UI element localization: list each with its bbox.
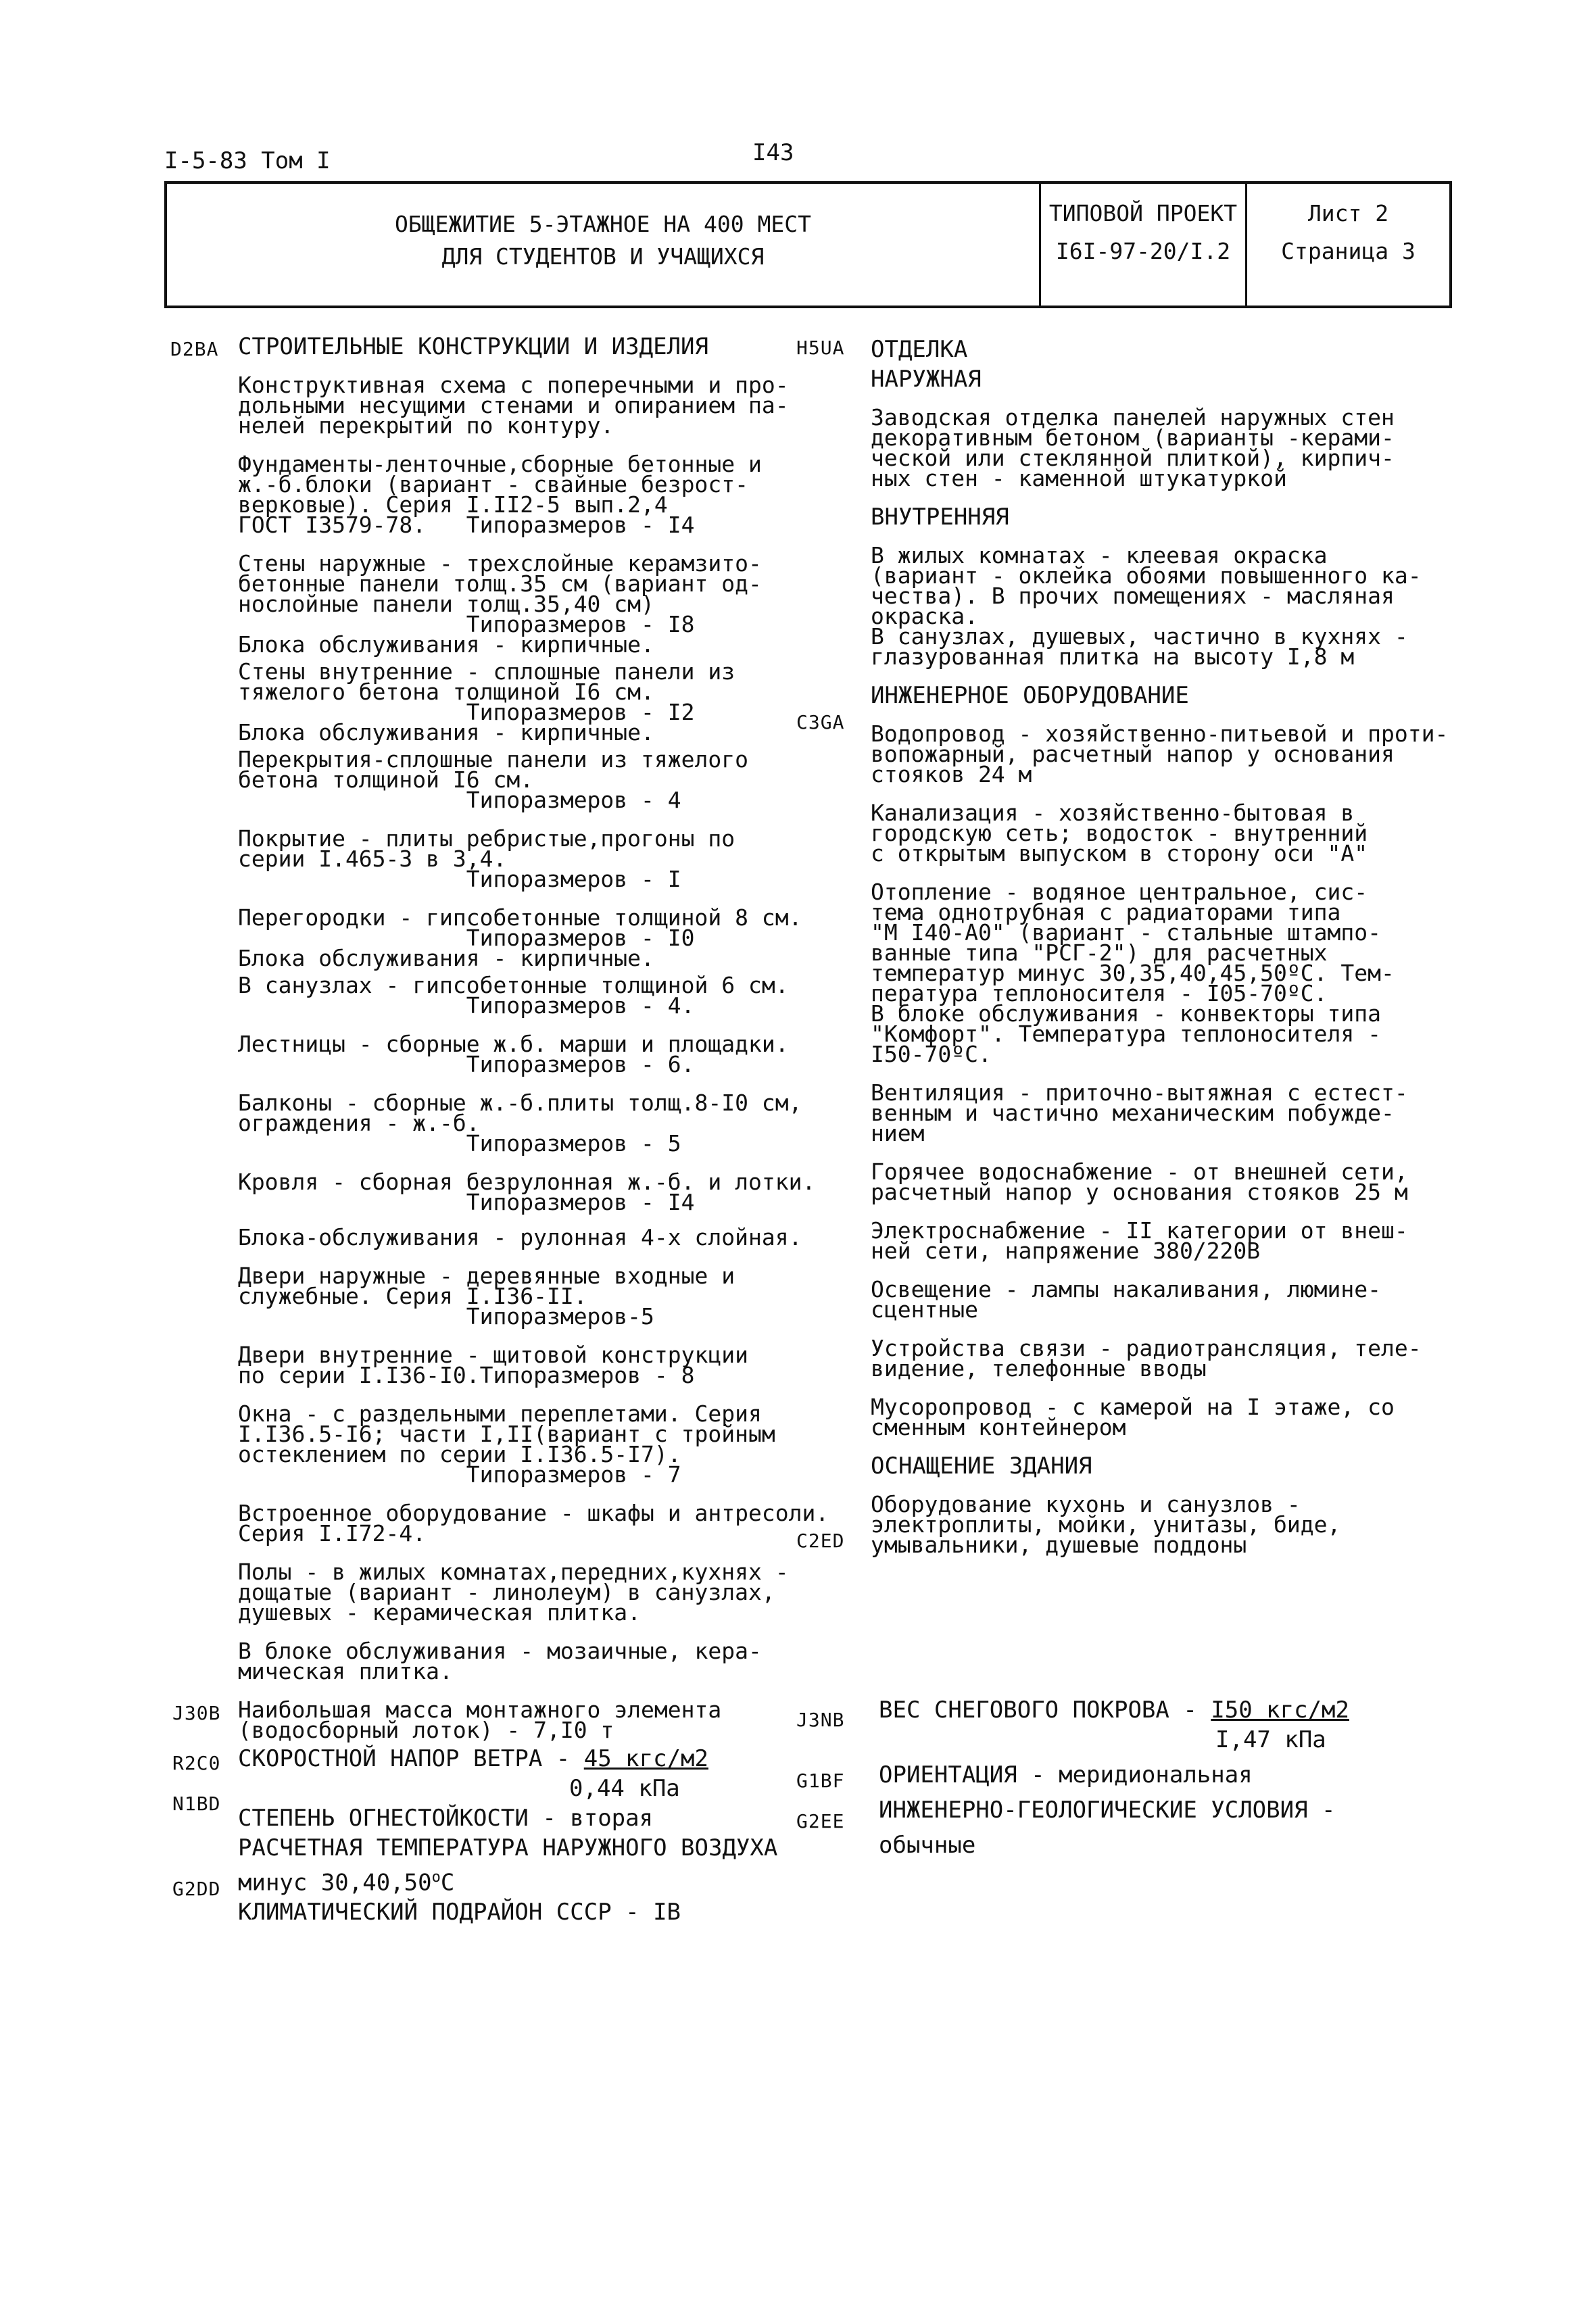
paragraph-builtin: Встроенное оборудование - шкафы и антресоли. Серия I.I72-4. — [238, 1500, 829, 1546]
fire-resistance: СТЕПЕНЬ ОГНЕСТОЙКОСТИ - вторая — [238, 1805, 654, 1832]
design-temperature-value: минус 30,40,50$^o$C — [238, 1869, 455, 1897]
title-block-project-cell — [1041, 184, 1247, 306]
section-heading-equipment: ОСНАЩЕНИЕ ЗДАНИЯ — [871, 1453, 1092, 1480]
code-snow: J3NB — [796, 1709, 845, 1731]
paragraph-power-supply: Электроснабжение - II категории от внеш- ней сети, напряжение 380/220В — [871, 1217, 1408, 1264]
paragraph-sanitary: В санузлах - гипсобетонные толщиной 6 см. Типоразмеров - 4. — [238, 972, 789, 1019]
paragraph-windows: Окна - с раздельными переплетами. Серия I.I36.5-I6; части I,II(вариант с тройным остеклением по серии I.I36.5-I7). Типоразмеров - 7 — [238, 1400, 775, 1488]
section-heading-engineering: ИНЖЕНЕРНОЕ ОБОРУДОВАНИЕ — [871, 682, 1189, 709]
paragraph-walls-interior: Стены внутренние - сплошные панели из тяжелого бетона толщиной I6 см. Типоразмеров - I2 Блока обслуживания - кирпичные. — [238, 658, 735, 746]
geology-label: ИНЖЕНЕРНО-ГЕОЛОГИЧЕСКИЕ УСЛОВИЯ - — [879, 1797, 1336, 1824]
paragraph-floors: Перекрытия-сплошные панели из тяжелого бетона толщиной I6 см. Типоразмеров - 4 — [238, 746, 748, 813]
climate-subregion: КЛИМАТИЧЕСКИЙ ПОДРАЙОН СССР - IB — [238, 1899, 681, 1926]
project-label: ТИПОВОЙ ПРОЕКТ — [1048, 200, 1238, 226]
right-column — [871, 336, 1479, 1558]
paragraph-garbage-chute: Мусоропровод - с камерой на I этаже, со сменным контейнером — [871, 1394, 1395, 1440]
section-heading-finish: ОТДЕЛКА — [871, 336, 968, 363]
code-engineering: C3GA — [796, 711, 845, 733]
paragraph-finish-interior: В жилых комнатах - клеевая окраска (вариант - оклейка обоями повышенного ка- чества). В прочих помещениях - масляная окраска. В санузлах, душевых, частично в кухнях - глазурованная плитка на высоту I,8 м — [871, 542, 1422, 670]
code-equipment: C2ED — [796, 1530, 845, 1552]
code-mass: J30B — [172, 1702, 221, 1724]
paragraph-mass: Наибольшая масса монтажного элемента (водосборный лоток) - 7,I0 т — [238, 1697, 722, 1743]
wind-pressure: СКОРОСТНОЙ НАПОР ВЕТРА - 45 кгс/м2 — [238, 1745, 708, 1772]
paragraph-sewerage: Канализация - хозяйственно-бытовая в городскую сеть; водосток - внутренний с открытым выпуском в сторону оси "А" — [871, 800, 1368, 867]
paragraph-roof: Покрытие - плиты ребристые,прогоны по серии I.465-3 в 3,4. Типоразмеров - I — [238, 825, 735, 892]
code-left-section: D2BA — [170, 338, 219, 360]
paragraph-doors-exterior: Двери наружные - деревянные входные и служебные. Серия I.I36-II. Типоразмеров-5 — [238, 1263, 735, 1330]
code-fire: N1BD — [172, 1793, 221, 1815]
title-block-name-cell — [167, 184, 1041, 306]
snow-kpa: I,47 кПа — [1215, 1726, 1326, 1753]
sheet-number: Лист 2 — [1307, 200, 1389, 226]
paragraph-partitions: Перегородки - гипсобетонные толщиной 8 см. Типоразмеров - I0 Блока обслуживания - кирпичные. — [238, 904, 802, 971]
paragraph-water-supply: Водопровод - хозяйственно-питьевой и проти- вопожарный, расчетный напор у основания стояков 24 м — [871, 721, 1449, 787]
snow-load: ВЕС СНЕГОВОГО ПОКРОВА - I50 кгс/м2 — [879, 1697, 1349, 1724]
code-geology: G2EE — [796, 1810, 845, 1832]
subheading-exterior: НАРУЖНАЯ — [871, 366, 982, 393]
code-finish: H5UA — [796, 337, 845, 359]
code-wind: R2C0 — [172, 1752, 221, 1774]
paragraph-roofing: Кровля - сборная безрулонная ж.-б. и лотки. Типоразмеров - I4 Блока-обслуживания - рулонная 4-х слойная. — [238, 1169, 816, 1250]
design-temperature-label: РАСЧЕТНАЯ ТЕМПЕРАТУРА НАРУЖНОГО ВОЗДУХА — [238, 1834, 778, 1861]
project-number: I6I-97-20/I.2 — [1055, 238, 1231, 264]
paragraph-doors-interior: Двери внутренние - щитовой конструкции по серии I.I36-I0.Типоразмеров - 8 — [238, 1342, 748, 1388]
right-parameters — [879, 1695, 1474, 1860]
paragraph-heating: Отопление - водяное центральное, сис- тема однотрубная с радиаторами типа "М I40-А0" (вариант - стальные штампо- ванные типа "РСГ-2") для расчетных температур минус 30,35,40,45,50ºС. Тем- пература теплоносителя - I05-70ºС. В блоке обслуживания - конвекторы типа "Комфорт". Температура теплоносителя - I50-70ºС. — [871, 879, 1395, 1067]
building-name-line1: ОБЩЕЖИТИЕ 5-ЭТАЖНОЕ НА 400 МЕСТ — [395, 211, 811, 237]
subheading-interior: ВНУТРЕННЯЯ — [871, 504, 1009, 531]
orientation: ОРИЕНТАЦИЯ - меридиональная — [879, 1761, 1253, 1788]
paragraph-equipment: Оборудование кухонь и санузлов - электроплиты, мойки, унитазы, биде, умывальники, душевые поддоны — [871, 1491, 1341, 1558]
building-name-line2: ДЛЯ СТУДЕНТОВ И УЧАЩИХСЯ — [441, 243, 765, 270]
paragraph-foundation: Фундаменты-ленточные,сборные бетонные и ж.-б.блоки (вариант - свайные безрост- верковые). Серия I.II2-5 вып.2,4 ГОСТ I3579-78. Типоразмеров - I4 — [238, 451, 762, 538]
left-parameters — [238, 1744, 819, 1927]
paragraph-balconies: Балконы - сборные ж.-б.плиты толщ.8-I0 см, ограждения - ж.-б. Типоразмеров - 5 — [238, 1090, 802, 1156]
paragraph-stairs: Лестницы - сборные ж.б. марши и площадки. Типоразмеров - 6. — [238, 1031, 789, 1077]
snow-value: I50 кгс/м2 — [1211, 1697, 1349, 1724]
paragraph-floors-service: В блоке обслуживания - мозаичные, кера- мическая плитка. — [238, 1638, 762, 1684]
paragraph-floor-coverings: Полы - в жилых комнатах,передних,кухнях - дощатые (вариант - линолеум) в санузлах, душевых - керамическая плитка. — [238, 1559, 789, 1626]
paragraph-communications: Устройства связи - радиотрансляция, теле- видение, телефонные вводы — [871, 1335, 1422, 1382]
paragraph-schema: Конструктивная схема с поперечными и про- дольными несущими стенами и опиранием па- нелей перекрытий по контуру. — [238, 372, 789, 439]
section-heading-constructions: СТРОИТЕЛЬНЫЕ КОНСТРУКЦИИ И ИЗДЕЛИЯ — [238, 333, 708, 360]
wind-value: 45 кгс/м2 — [583, 1745, 708, 1772]
title-block — [164, 181, 1452, 308]
geology-value: обычные — [879, 1832, 976, 1859]
code-temp: G2DD — [172, 1878, 221, 1900]
document-id: I-5-83 Том I — [164, 147, 331, 174]
page-label: Страница 3 — [1281, 238, 1416, 264]
page-number: I43 — [752, 139, 794, 166]
code-orientation: G1BF — [796, 1770, 845, 1792]
wind-kpa: 0,44 кПа — [569, 1775, 680, 1802]
title-block-sheet-cell — [1247, 184, 1449, 306]
paragraph-hot-water: Горячее водоснабжение - от внешней сети, расчетный напор у основания стояков 25 м — [871, 1159, 1408, 1205]
paragraph-walls-exterior: Стены наружные - трехслойные керамзито- бетонные панели толщ.35 см (вариант од- нослойные панели толщ.35,40 см) Типоразмеров - I8 Блока обслуживания - кирпичные. — [238, 550, 762, 658]
paragraph-finish-exterior: Заводская отделка панелей наружных стен декоративным бетоном (варианты -керами- ческой или стеклянной плиткой), кирпич- ных стен - каменной штукатуркой — [871, 404, 1395, 491]
paragraph-ventilation: Вентиляция - приточно-вытяжная с естест- венным и частично механическим побужде- нием — [871, 1079, 1408, 1146]
paragraph-lighting: Освещение - лампы накаливания, люмине- сцентные — [871, 1276, 1381, 1323]
